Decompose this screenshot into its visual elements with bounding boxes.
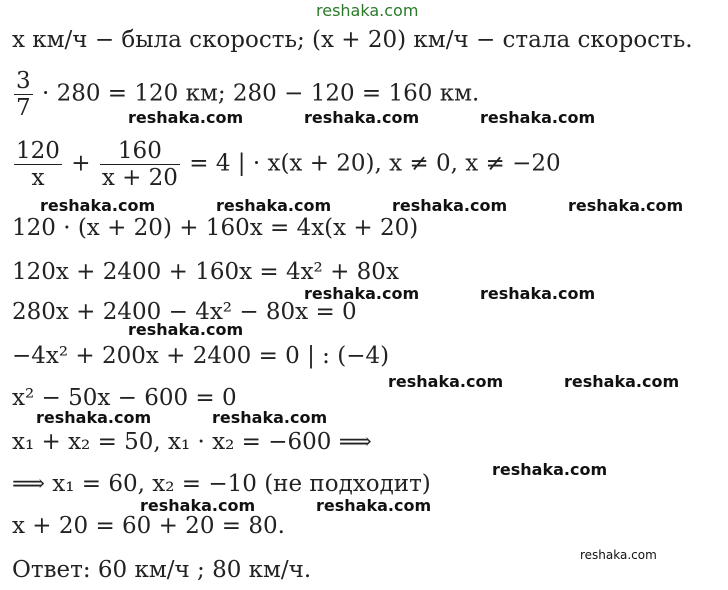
watermark[interactable]: reshaka.com xyxy=(304,284,420,303)
watermark[interactable]: reshaka.com xyxy=(128,108,244,127)
fraction-denominator: x + 20 xyxy=(101,165,178,191)
fraction xyxy=(14,68,33,121)
watermark[interactable]: reshaka.com xyxy=(480,284,596,303)
solution-line-5: 120x + 2400 + 160x = 4x² + 80x xyxy=(12,259,399,285)
watermark[interactable]: reshaka.com xyxy=(128,320,244,339)
fraction-numerator: 120 xyxy=(16,138,60,164)
answer-line: Ответ: 60 км/ч ; 80 км/ч. xyxy=(12,557,312,583)
fraction-numerator: 3 xyxy=(16,68,31,94)
watermark[interactable]: reshaka.com xyxy=(304,108,420,127)
equation-text: = 4 | · x(x + 20), x ≠ 0, x ≠ −20 xyxy=(189,150,561,177)
solution-line-4: 120 · (x + 20) + 160x = 4x(x + 20) xyxy=(12,215,419,241)
solution-line-7: −4x² + 200x + 2400 = 0 | : (−4) xyxy=(12,343,390,369)
solution-line-2 xyxy=(12,68,479,121)
plus-sign: + xyxy=(71,150,91,177)
equation-text: · 280 = 120 км; 280 − 120 = 160 км. xyxy=(41,80,480,107)
solution-line-3 xyxy=(12,138,561,191)
watermark[interactable]: reshaka.com xyxy=(480,108,596,127)
watermark[interactable]: reshaka.com xyxy=(392,196,508,215)
watermark[interactable]: reshaka.com xyxy=(40,196,156,215)
solution-line-8: x² − 50x − 600 = 0 xyxy=(12,385,237,411)
watermark[interactable]: reshaka.com xyxy=(568,196,684,215)
watermark[interactable]: reshaka.com xyxy=(580,548,657,562)
watermark[interactable]: reshaka.com xyxy=(36,408,152,427)
solution-line-9: x₁ + x₂ = 50, x₁ · x₂ = −600 ⟹ xyxy=(12,429,372,455)
watermark[interactable]: reshaka.com xyxy=(316,1,419,20)
fraction-denominator: x xyxy=(14,164,62,191)
solution-line-10: ⟹ x₁ = 60, x₂ = −10 (не подходит) xyxy=(12,471,431,497)
solution-line-6: 280x + 2400 − 4x² − 80x = 0 xyxy=(12,299,357,325)
watermark[interactable]: reshaka.com xyxy=(316,496,432,515)
watermark[interactable]: reshaka.com xyxy=(212,408,328,427)
watermark[interactable]: reshaka.com xyxy=(140,496,256,515)
watermark[interactable]: reshaka.com xyxy=(492,460,608,479)
fraction xyxy=(100,138,180,191)
solution-line-11: x + 20 = 60 + 20 = 80. xyxy=(12,513,285,539)
watermark[interactable]: reshaka.com xyxy=(564,372,680,391)
fraction xyxy=(14,138,62,191)
watermark[interactable]: reshaka.com xyxy=(388,372,504,391)
watermark[interactable]: reshaka.com xyxy=(216,196,332,215)
solution-line-1: x км/ч − была скорость; (x + 20) км/ч − стала скорость. xyxy=(12,27,693,53)
fraction-numerator: 160 xyxy=(117,138,162,164)
fraction-denominator: 7 xyxy=(16,95,31,121)
